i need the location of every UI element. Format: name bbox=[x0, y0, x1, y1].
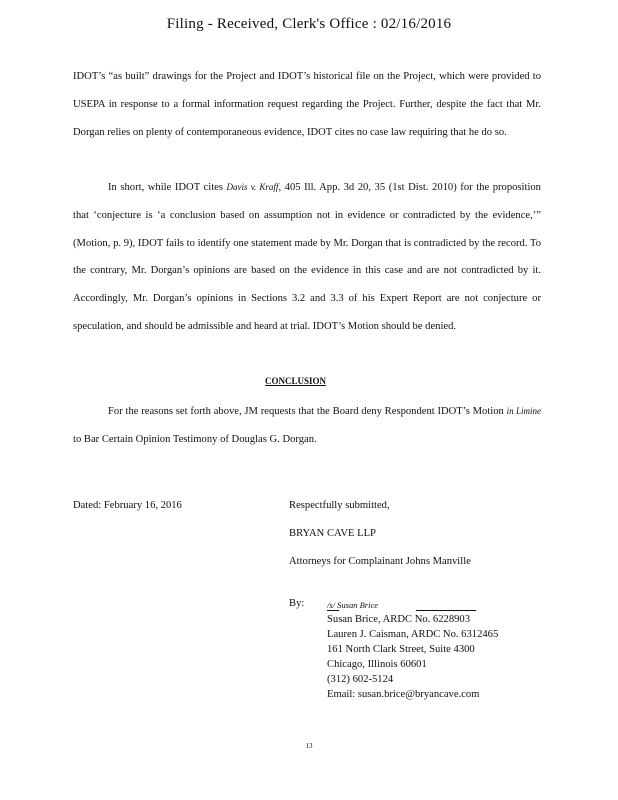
signature-rule-right bbox=[416, 610, 476, 611]
paragraph-2 bbox=[73, 174, 541, 341]
signature-block-line: Chicago, Illinois 60601 bbox=[327, 659, 427, 670]
signoff: Respectfully submitted, bbox=[289, 500, 390, 511]
paragraph-2-text-a: In short, while IDOT cites bbox=[108, 182, 227, 193]
paragraph-3-text-b: to Bar Certain Opinion Testimony of Douglas G. Dorgan. bbox=[73, 433, 317, 445]
conclusion-heading: CONCLUSION bbox=[265, 376, 327, 386]
case-citation: Davis v. Kraff bbox=[226, 182, 279, 192]
signature-rule-left bbox=[327, 610, 339, 611]
page-number: 13 bbox=[305, 742, 313, 750]
email-line: Email: susan.brice@bryancave.com bbox=[327, 689, 480, 700]
attorneys-for: Attorneys for Complainant Johns Manville bbox=[289, 556, 471, 567]
paragraph-2-text-b: , 405 Ill. App. 3d 20, 35 (1st Dist. 2010) for the proposition that ‘conjecture is ‘a conclusion based on assumption not in evidence or contradicted by the evidence,’” (Motion, p. 9), IDOT fails to identify one statement made by Mr. Dorgan that is contradicted by the record. To the contrary, Mr. Dorgan’s opinions are based on the evidence in this case and are not contradicted by it. Accordingly, Mr. Dorgan’s opinions in Sections 3.2 and 3.3 of his Expert Report are not conjecture or speculation, and should be admissible and heard at trial. IDOT’s Motion should be denied. bbox=[73, 182, 541, 332]
by-label: By: bbox=[289, 598, 305, 609]
signature-block-line: (312) 602-5124 bbox=[327, 674, 394, 685]
electronic-signature: /s/ Susan Brice bbox=[327, 600, 378, 610]
date-line: Dated: February 16, 2016 bbox=[73, 500, 182, 511]
signature-block-line: Susan Brice, ARDC No. 6228903 bbox=[327, 614, 471, 625]
signature-block-line: 161 North Clark Street, Suite 4300 bbox=[327, 644, 475, 655]
filing-stamp: Filing - Received, Clerk's Office : 02/16/2016 bbox=[166, 16, 452, 32]
firm-name: BRYAN CAVE LLP bbox=[289, 528, 376, 539]
in-limine-italic: in Limine bbox=[506, 406, 541, 416]
paragraph-3 bbox=[73, 398, 541, 454]
paragraph-3-text-a: For the reasons set forth above, JM requests that the Board deny Respondent IDOT’s Motion bbox=[108, 406, 507, 417]
signature-block-line: Lauren J. Caisman, ARDC No. 6312465 bbox=[327, 629, 499, 640]
paragraph-1: IDOT’s “as built” drawings for the Project and IDOT’s historical file on the Project, which were provided to USEPA in response to a formal information request regarding the Project. Further, despite the fact that Mr. Dorgan relies on plenty of contemporaneous evidence, IDOT cites no case law requiring that he do so. bbox=[73, 71, 541, 138]
signature-block bbox=[327, 612, 498, 702]
